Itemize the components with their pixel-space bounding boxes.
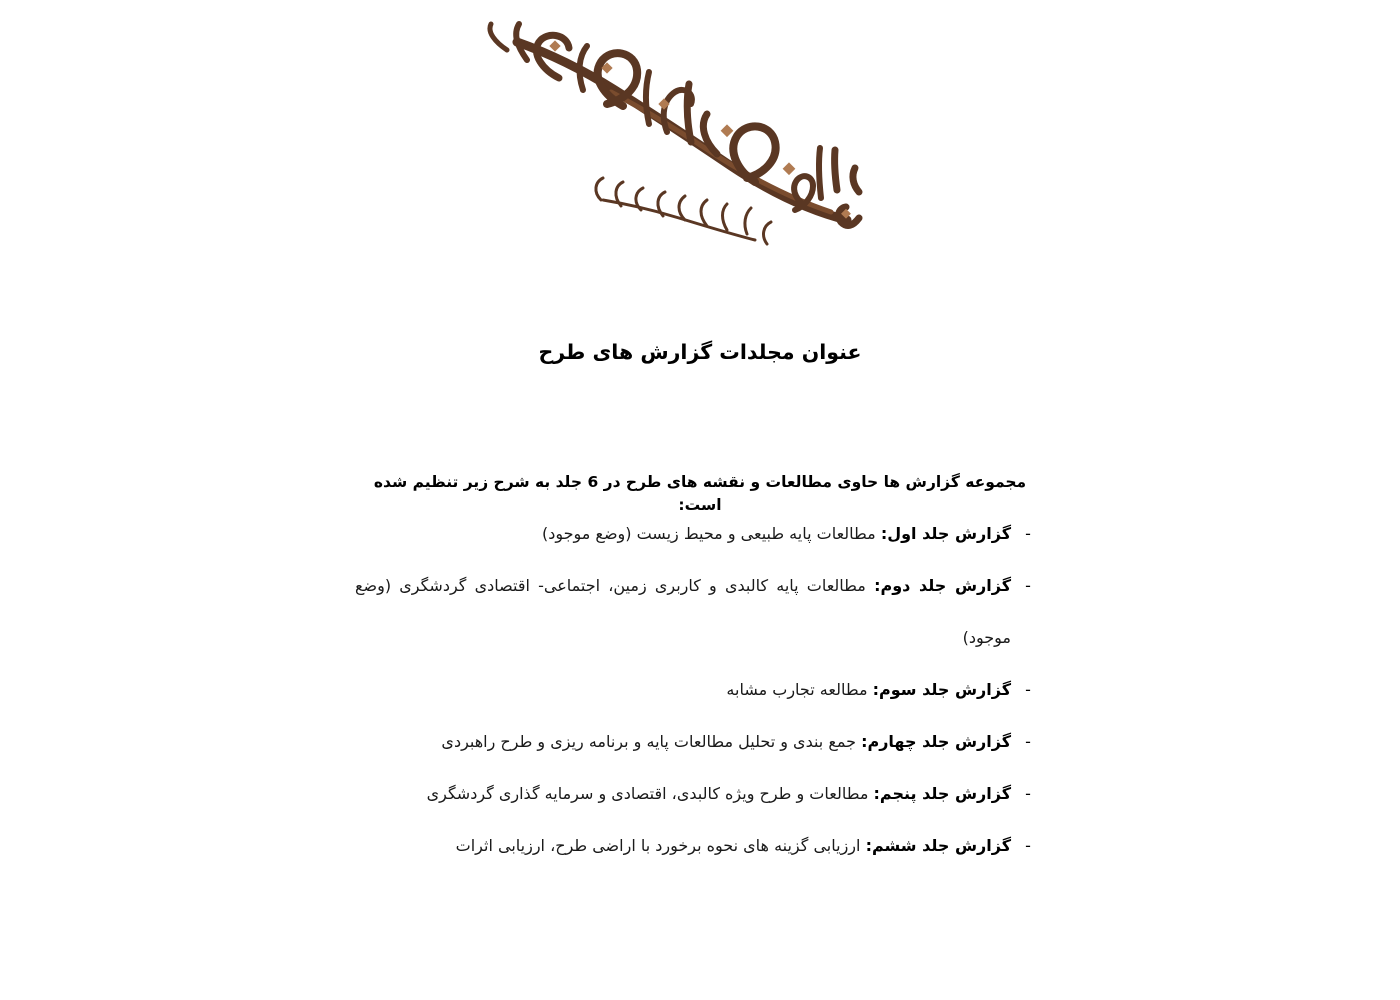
page-title: عنوان مجلدات گزارش های طرح [538, 339, 862, 364]
volume-body: مطالعات و طرح ویژه کالبدی، اقتصادی و سرمایه گذاری گردشگری [426, 784, 874, 803]
list-item [355, 508, 1045, 560]
list-item [355, 820, 1045, 872]
bismillah-calligraphy-artwork [455, 14, 885, 246]
volume-body: جمع بندی و تحلیل مطالعات پایه و برنامه ریزی و طرح راهبردی [441, 732, 862, 751]
list-item [355, 664, 1045, 716]
bullet-dash-icon: - [1025, 732, 1031, 751]
volume-text [355, 508, 1011, 560]
list-item [355, 560, 1045, 664]
bismillah-calligraphy [455, 14, 885, 246]
volume-text [355, 820, 1011, 872]
volume-body: مطالعات پایه طبیعی و محیط زیست (وضع موجود) [541, 524, 881, 543]
bullet-dash-icon: - [1025, 680, 1031, 699]
bullet-dash-icon: - [1025, 836, 1031, 855]
volume-body: مطالعات پایه کالبدی و کاربری زمین، اجتماعی- اقتصادی گردشگری (وضع موجود) [355, 576, 1011, 647]
volume-text [355, 768, 1011, 820]
volume-body: ارزیابی گزینه های نحوه برخورد با اراضی طرح، ارزیابی اثرات [455, 836, 866, 855]
volume-label: گزارش جلد چهارم: [861, 732, 1011, 751]
list-item [355, 716, 1045, 768]
volume-body: مطالعه تجارب مشابه [726, 680, 873, 699]
volume-text [355, 664, 1011, 716]
bullet-dash-icon: - [1025, 576, 1031, 595]
volume-label: گزارش جلد سوم: [872, 680, 1011, 699]
volume-label: گزارش جلد اول: [880, 524, 1011, 543]
volume-label: گزارش جلد ششم: [865, 836, 1011, 855]
intro-paragraph: مجموعه گزارش ها حاوی مطالعات و نقشه های طرح در 6 جلد به شرح زیر تنظیم شده است: [373, 472, 1027, 514]
volume-label: گزارش جلد پنجم: [873, 784, 1011, 803]
volume-list [355, 508, 1045, 872]
bullet-dash-icon: - [1025, 524, 1031, 543]
volume-label: گزارش جلد دوم: [874, 576, 1011, 595]
volume-text [355, 716, 1011, 768]
volume-text [355, 560, 1011, 664]
bullet-dash-icon: - [1025, 784, 1031, 803]
list-item [355, 768, 1045, 820]
